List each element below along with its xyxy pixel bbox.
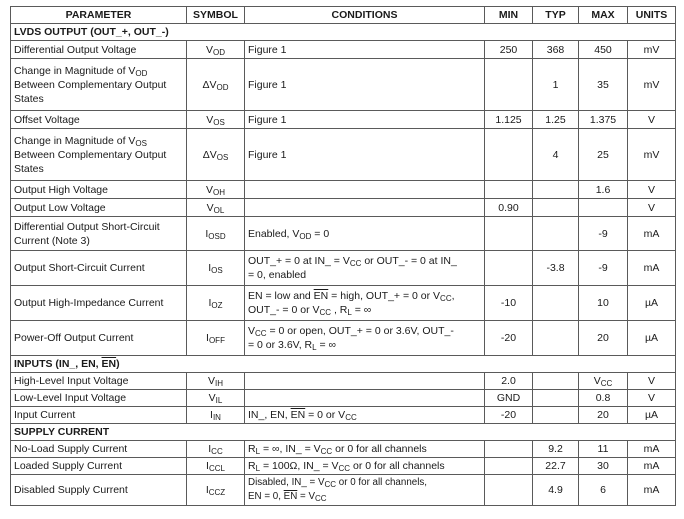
condition-cell xyxy=(245,181,485,199)
table-row xyxy=(11,199,676,217)
header-units: UNITS xyxy=(628,7,676,24)
max-cell: 35 xyxy=(579,59,628,111)
min-cell: 0.90 xyxy=(485,199,533,217)
min-cell xyxy=(485,458,533,475)
section-lvds-output xyxy=(11,24,676,41)
table-row xyxy=(11,59,676,111)
min-cell: -10 xyxy=(485,286,533,321)
param-cell: No-Load Supply Current xyxy=(11,441,187,458)
condition-cell: OUT_+ = 0 at IN_ = $V_{CC}$ or OUT_- = 0 at IN_ = 0, enabled xyxy=(245,251,485,286)
typ-cell: 9.2 xyxy=(533,441,579,458)
table-row xyxy=(11,373,676,390)
units-cell: µA xyxy=(628,321,676,356)
condition-cell: Figure 1 xyxy=(245,59,485,111)
table-row xyxy=(11,41,676,59)
typ-cell: 4 xyxy=(533,129,579,181)
electrical-characteristics-table xyxy=(10,6,676,506)
param-cell: Differential Output Short-Circuit Current (Note 3) xyxy=(11,217,187,251)
units-cell: V xyxy=(628,390,676,407)
header-min: MIN xyxy=(485,7,533,24)
units-cell: mV xyxy=(628,41,676,59)
typ-cell: 1 xyxy=(533,59,579,111)
symbol-cell: $I_{CCL}$ xyxy=(187,458,245,475)
min-cell xyxy=(485,181,533,199)
header-typ: TYP xyxy=(533,7,579,24)
header-max: MAX xyxy=(579,7,628,24)
min-cell: 1.125 xyxy=(485,111,533,129)
symbol-cell: $V_{OH}$ xyxy=(187,181,245,199)
condition-cell xyxy=(245,373,485,390)
condition-cell: IN_, EN, $\overline{EN} = 0$ or $V_{CC}$ xyxy=(245,407,485,424)
units-cell: mA xyxy=(628,475,676,506)
symbol-cell: $I_{CC}$ xyxy=(187,441,245,458)
table-row xyxy=(11,181,676,199)
units-cell: mA xyxy=(628,441,676,458)
header-symbol: SYMBOL xyxy=(187,7,245,24)
header-row xyxy=(11,7,676,24)
units-cell: V xyxy=(628,181,676,199)
typ-cell xyxy=(533,181,579,199)
section-title: INPUTS (IN_, EN, $\overline{EN}$) xyxy=(11,356,676,373)
condition-cell: Figure 1 xyxy=(245,41,485,59)
condition-cell: Disabled, IN_ = $V_{CC}$ or 0 for all channels, EN = 0, $\overline{EN} = V_{CC}$ xyxy=(245,475,485,506)
typ-cell xyxy=(533,321,579,356)
units-cell: mV xyxy=(628,129,676,181)
typ-cell xyxy=(533,407,579,424)
table-row xyxy=(11,251,676,286)
section-title: LVDS OUTPUT (OUT_+, OUT_-) xyxy=(11,24,676,41)
table-row xyxy=(11,407,676,424)
condition-cell: EN = low and $\overline{EN}$ = high, OUT_+ = 0 or $V_{CC}$, OUT_- = 0 or $V_{CC}$ , $R_L$ = ∞ xyxy=(245,286,485,321)
param-cell: Output Short-Circuit Current xyxy=(11,251,187,286)
symbol-cell: $I_{IN}$ xyxy=(187,407,245,424)
min-cell xyxy=(485,251,533,286)
min-cell: 250 xyxy=(485,41,533,59)
param-cell: Power-Off Output Current xyxy=(11,321,187,356)
units-cell: V xyxy=(628,111,676,129)
symbol-cell: $V_{OD}$ xyxy=(187,41,245,59)
condition-cell: $R_L$ = ∞, IN_ = $V_{CC}$ or 0 for all channels xyxy=(245,441,485,458)
condition-cell: Figure 1 xyxy=(245,129,485,181)
param-cell: Differential Output Voltage xyxy=(11,41,187,59)
max-cell: -9 xyxy=(579,217,628,251)
symbol-cell: $V_{IH}$ xyxy=(187,373,245,390)
condition-cell xyxy=(245,199,485,217)
max-cell: 20 xyxy=(579,321,628,356)
section-title: SUPPLY CURRENT xyxy=(11,424,676,441)
symbol-cell: $I_{OS}$ xyxy=(187,251,245,286)
typ-cell xyxy=(533,286,579,321)
param-cell: Disabled Supply Current xyxy=(11,475,187,506)
symbol-cell: $\Delta V_{OD}$ xyxy=(187,59,245,111)
typ-cell: 1.25 xyxy=(533,111,579,129)
table-row xyxy=(11,129,676,181)
typ-cell: 4.9 xyxy=(533,475,579,506)
units-cell: mA xyxy=(628,251,676,286)
table-row xyxy=(11,111,676,129)
table-row xyxy=(11,390,676,407)
max-cell: 0.8 xyxy=(579,390,628,407)
param-cell: Output Low Voltage xyxy=(11,199,187,217)
symbol-cell: $I_{OSD}$ xyxy=(187,217,245,251)
table-row xyxy=(11,321,676,356)
max-cell: 1.375 xyxy=(579,111,628,129)
min-cell xyxy=(485,475,533,506)
symbol-cell: $I_{CCZ}$ xyxy=(187,475,245,506)
typ-cell: 368 xyxy=(533,41,579,59)
units-cell: V xyxy=(628,373,676,390)
units-cell: µA xyxy=(628,407,676,424)
min-cell xyxy=(485,441,533,458)
table-row xyxy=(11,441,676,458)
max-cell xyxy=(579,199,628,217)
units-cell: mV xyxy=(628,59,676,111)
max-cell: 25 xyxy=(579,129,628,181)
table-row xyxy=(11,475,676,506)
condition-cell: Figure 1 xyxy=(245,111,485,129)
param-cell: Loaded Supply Current xyxy=(11,458,187,475)
header-conditions: CONDITIONS xyxy=(245,7,485,24)
typ-cell xyxy=(533,199,579,217)
symbol-cell: $\Delta V_{OS}$ xyxy=(187,129,245,181)
table-row xyxy=(11,217,676,251)
symbol-cell: $V_{OL}$ xyxy=(187,199,245,217)
header-parameter: PARAMETER xyxy=(11,7,187,24)
min-cell: -20 xyxy=(485,321,533,356)
max-cell: 11 xyxy=(579,441,628,458)
units-cell: µA xyxy=(628,286,676,321)
condition-cell xyxy=(245,390,485,407)
max-cell: 30 xyxy=(579,458,628,475)
min-cell xyxy=(485,129,533,181)
max-cell: 10 xyxy=(579,286,628,321)
param-cell: Input Current xyxy=(11,407,187,424)
param-cell: Change in Magnitude of $V_{OD}$ Between Complementary Output States xyxy=(11,59,187,111)
min-cell: 2.0 xyxy=(485,373,533,390)
max-cell: -9 xyxy=(579,251,628,286)
condition-cell: Enabled, $V_{OD} = 0$ xyxy=(245,217,485,251)
symbol-cell: $I_{OZ}$ xyxy=(187,286,245,321)
section-supply-current xyxy=(11,424,676,441)
param-cell: High-Level Input Voltage xyxy=(11,373,187,390)
typ-cell xyxy=(533,390,579,407)
max-cell: 6 xyxy=(579,475,628,506)
max-cell: 450 xyxy=(579,41,628,59)
typ-cell: 22.7 xyxy=(533,458,579,475)
section-inputs xyxy=(11,356,676,373)
min-cell xyxy=(485,59,533,111)
typ-cell xyxy=(533,373,579,390)
symbol-cell: $V_{IL}$ xyxy=(187,390,245,407)
param-cell: Change in Magnitude of $V_{OS}$ Between Complementary Output States xyxy=(11,129,187,181)
typ-cell: -3.8 xyxy=(533,251,579,286)
symbol-cell: $V_{OS}$ xyxy=(187,111,245,129)
units-cell: mA xyxy=(628,217,676,251)
param-cell: Low-Level Input Voltage xyxy=(11,390,187,407)
typ-cell xyxy=(533,217,579,251)
max-cell: $V_{CC}$ xyxy=(579,373,628,390)
max-cell: 1.6 xyxy=(579,181,628,199)
max-cell: 20 xyxy=(579,407,628,424)
units-cell: V xyxy=(628,199,676,217)
param-cell: Output High-Impedance Current xyxy=(11,286,187,321)
param-cell: Offset Voltage xyxy=(11,111,187,129)
table-row xyxy=(11,286,676,321)
min-cell: GND xyxy=(485,390,533,407)
condition-cell: $V_{CC} = 0$ or open, OUT_+ = 0 or 3.6V, OUT_- = 0 or 3.6V, $R_L$ = ∞ xyxy=(245,321,485,356)
table-row xyxy=(11,458,676,475)
symbol-cell: $I_{OFF}$ xyxy=(187,321,245,356)
min-cell xyxy=(485,217,533,251)
units-cell: mA xyxy=(628,458,676,475)
condition-cell: $R_L = 100\Omega$, IN_ = $V_{CC}$ or 0 for all channels xyxy=(245,458,485,475)
min-cell: -20 xyxy=(485,407,533,424)
param-cell: Output High Voltage xyxy=(11,181,187,199)
